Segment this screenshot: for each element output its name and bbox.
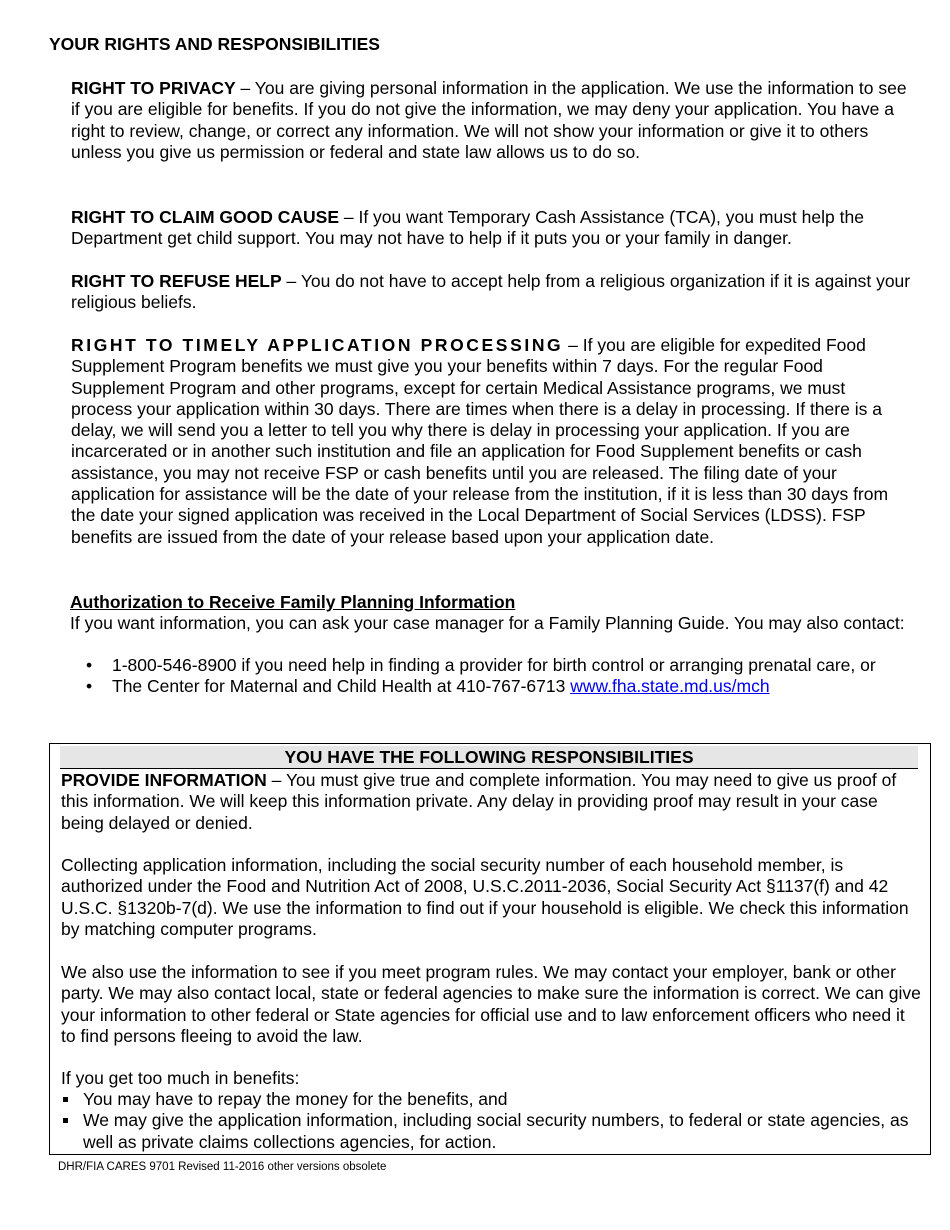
timely-text: – If you are eligible for expedited Food Supplement Program benefits we must give you your benefits within 7 days. For the regular Food Supplement Program and other programs, except for certain Medical Assistance programs, we must process your application within 30 days. There are times when there is a delay in processing. If there is a delay, we will send you a letter to tell you why there is delay in processing your application. If you are incarcerated or in another such institution and file an application for Food Supplement benefits or cash assistance, you may not receive FSP or cash benefits until you are released. The filing date of your application for assistance will be the date of your release from the institution, if it is less than 30 days from the date your signed application was received in the Local Department of Social Services (LDSS). FSP benefits are issued from the date of your release based upon your application date. <box>71 335 889 547</box>
square-bullet-icon <box>63 1118 68 1123</box>
refuse-help-text: – You do not have to accept help from a religious organization if it is against your religious beliefs. <box>71 271 911 313</box>
collecting-paragraph: Collecting application information, including the social security number of each household member, is authorized under the Food and Nutrition Act of 2008, U.S.C.2011-2036, Social Security Act §1137(f) and 42 U.S.C. §1320b-7(d). We use the information to find out if your household is eligible. We check this information by matching computer programs. <box>61 855 909 939</box>
square-bullet-icon <box>63 1097 68 1102</box>
list-item <box>71 655 891 676</box>
privacy-heading: RIGHT TO PRIVACY <box>71 78 236 98</box>
family-planning-contacts <box>71 655 891 698</box>
right-to-timely-processing <box>71 335 911 548</box>
responsibilities-title: YOU HAVE THE FOLLOWING RESPONSIBILITIES <box>60 746 918 769</box>
right-to-claim-good-cause <box>71 207 911 250</box>
contact-hotline: 1-800-546-8900 if you need help in finding a provider for birth control or arranging prenatal care, or <box>112 655 876 675</box>
provide-text: – You must give true and complete information. You may need to give us proof of this information. We will keep this information private. Any delay in providing proof may result in your case being delayed or denied. <box>61 770 897 833</box>
list-item <box>71 676 891 697</box>
bullet-icon: • <box>86 655 93 675</box>
right-to-privacy <box>71 78 911 163</box>
family-planning-section <box>70 592 910 635</box>
bullet-icon: • <box>86 676 93 697</box>
family-planning-intro: If you want information, you can ask your case manager for a Family Planning Guide. You may also contact: <box>70 613 905 634</box>
good-cause-heading: RIGHT TO CLAIM GOOD CAUSE <box>71 207 340 227</box>
list-item <box>61 1089 921 1110</box>
list-item-text: You may have to repay the money for the benefits, and <box>83 1089 508 1109</box>
refuse-help-heading: RIGHT TO REFUSE HELP <box>71 271 282 291</box>
mch-link[interactable]: www.fha.state.md.us/mch <box>570 676 770 697</box>
list-item <box>61 1110 921 1153</box>
too-much-benefits: If you get too much in benefits: <box>61 1068 300 1088</box>
timely-heading: RIGHT TO TIMELY APPLICATION PROCESSING <box>71 335 564 355</box>
provide-information <box>61 770 921 834</box>
contact-center: The Center for Maternal and Child Health at 410-767-6713 <box>112 676 571 697</box>
page-title: YOUR RIGHTS AND RESPONSIBILITIES <box>49 34 380 54</box>
privacy-text: – You are giving personal information in the application. We use the information to see if you are eligible for benefits. If you do not give the information, we may deny your application. You have a right to review, change, or correct any information. We will not show your information or give it to others unless you give us permission or federal and state law allows us to do so. <box>71 78 907 162</box>
list-item-text: We may give the application information, including social security numbers, to federal or state agencies, as well as private claims collections agencies, for action. <box>83 1110 909 1152</box>
responsibilities-box <box>49 743 931 1155</box>
form-footer: DHR/FIA CARES 9701 Revised 11-2016 other versions obsolete <box>58 1161 387 1173</box>
also-use-paragraph: We also use the information to see if you meet program rules. We may contact your employer, bank or other party. We may also contact local, state or federal agencies to make sure the information is correct. We can give your information to other federal or State agencies for official use and to law enforcement officers who need it to find persons fleeing to avoid the law. <box>61 962 921 1046</box>
right-to-refuse-help <box>71 271 911 314</box>
good-cause-text: – If you want Temporary Cash Assistance (TCA), you must help the Department get child support. You may not have to help if it puts you or your family in danger. <box>71 207 864 249</box>
overpayment-list <box>61 1089 921 1153</box>
family-planning-heading: Authorization to Receive Family Planning Information <box>70 592 516 612</box>
provide-heading: PROVIDE INFORMATION <box>61 770 267 790</box>
